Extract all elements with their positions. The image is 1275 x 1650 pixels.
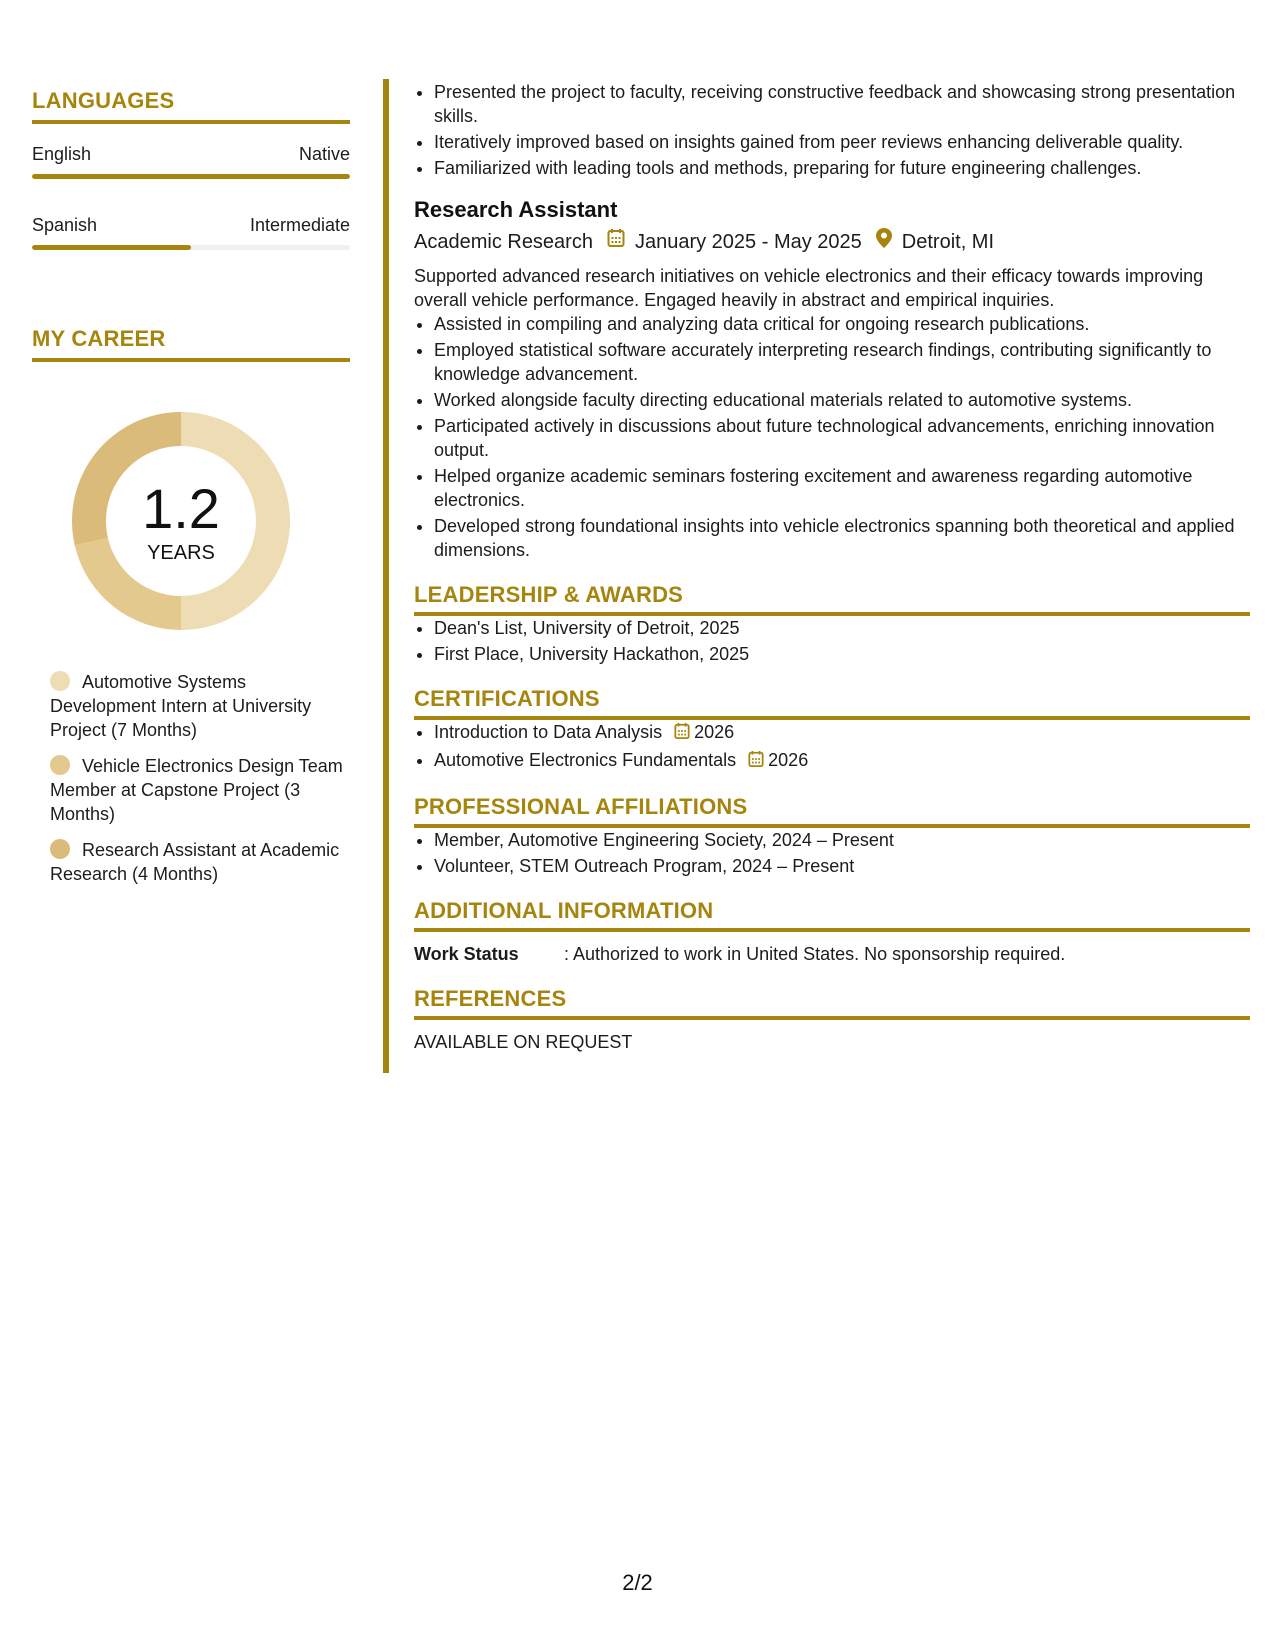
leadership-title: LEADERSHIP & AWARDS: [414, 582, 1250, 616]
career-legend-item: [50, 670, 350, 742]
job-bullets: [414, 312, 1250, 562]
legend-dot: [50, 671, 70, 691]
bullet-item: • First Place, University Hackathon, 2025: [434, 642, 1250, 666]
language-name: English: [32, 144, 92, 164]
bullet-item: • Dean's List, University of Detroit, 2025: [434, 616, 1250, 640]
calendar-icon: [674, 722, 690, 746]
language-level-fill: [32, 245, 191, 250]
legend-dot: [50, 839, 70, 859]
career-title: MY CAREER: [32, 326, 350, 362]
certifications-section: [414, 686, 1250, 774]
career-legend-label: Research Assistant at Academic Research (4 Months): [50, 840, 340, 884]
bullet-item: • Worked alongside faculty directing educational materials related to automotive systems.: [434, 388, 1250, 412]
certification-name: Automotive Electronics Fundamentals: [434, 750, 737, 770]
work-status-value: : Authorized to work in United States. No sponsorship required.: [564, 944, 1066, 964]
affiliations-title: PROFESSIONAL AFFILIATIONS: [414, 794, 1250, 828]
additional-info-section: [414, 898, 1250, 966]
calendar-icon: [748, 750, 764, 774]
career-donut-chart: [66, 406, 296, 636]
map-pin-icon: [876, 228, 892, 256]
certifications-title: CERTIFICATIONS: [414, 686, 1250, 720]
bullet-item: • Helped organize academic seminars fostering excitement and awareness regarding automotive electronics.: [434, 464, 1250, 512]
bullet-item: • Volunteer, STEM Outreach Program, 2024 – Present: [434, 854, 1250, 878]
language-name: Spanish: [32, 215, 98, 235]
career-legend: [32, 670, 350, 886]
certification-name: Introduction to Data Analysis: [434, 722, 663, 742]
work-status-row: [414, 942, 1250, 966]
bullet-item: • Member, Automotive Engineering Society, 2024 – Present: [434, 828, 1250, 852]
leadership-section: [414, 582, 1250, 666]
certification-item: [434, 720, 1250, 746]
bullet-item: • Familiarized with leading tools and methods, preparing for future engineering challenges.: [434, 156, 1250, 180]
legend-dot: [50, 755, 70, 775]
bullet-item: • Employed statistical software accurately interpreting research findings, contributing significantly to knowledge advancement.: [434, 338, 1250, 386]
work-status-label: Work Status: [414, 944, 519, 964]
languages-title: LANGUAGES: [32, 88, 350, 124]
affiliations-section: [414, 794, 1250, 878]
career-total: 1.2: [142, 477, 220, 540]
career-legend-label: Vehicle Electronics Design Team Member at Capstone Project (3 Months): [50, 756, 343, 824]
job-company: Academic Research: [414, 231, 593, 253]
bullet-item: • Participated actively in discussions about future technological advancements, enriching innovation output.: [434, 414, 1250, 462]
references-text: AVAILABLE ON REQUEST: [414, 1032, 633, 1052]
page-number: 2/2: [622, 1570, 653, 1595]
calendar-icon: [607, 228, 625, 256]
certification-item: [434, 748, 1250, 774]
career-legend-item: [50, 754, 350, 826]
career-legend-item: [50, 838, 350, 886]
job-dates: January 2025 - May 2025: [634, 231, 862, 253]
language-level: Intermediate: [249, 215, 350, 235]
language-level: Native: [298, 144, 350, 164]
column-divider: [383, 79, 389, 1073]
certification-year: 2026: [768, 750, 809, 770]
previous-job-bullets: [414, 80, 1250, 180]
bullet-item: • Presented the project to faculty, receiving constructive feedback and showcasing strong presentation skills.: [434, 80, 1250, 128]
left-column: [32, 88, 350, 898]
certification-year: 2026: [694, 722, 735, 742]
references-section: [414, 986, 1250, 1054]
right-column: [414, 80, 1250, 1054]
bullet-item: • Assisted in compiling and analyzing data critical for ongoing research publications.: [434, 312, 1250, 336]
job-title: Research Assistant: [414, 197, 618, 222]
references-title: REFERENCES: [414, 986, 1250, 1020]
job-meta: [414, 228, 1250, 256]
bullet-item: • Iteratively improved based on insights gained from peer reviews enhancing deliverable quality.: [434, 130, 1250, 154]
language-level-fill: [32, 174, 350, 179]
additional-info-title: ADDITIONAL INFORMATION: [414, 898, 1250, 932]
language-item: [32, 142, 350, 179]
language-item: [32, 213, 350, 250]
bullet-item: • Developed strong foundational insights into vehicle electronics spanning both theoretical and applied dimensions.: [434, 514, 1250, 562]
language-level-bar: [32, 245, 350, 250]
job-description: Supported advanced research initiatives on vehicle electronics and their efficacy towards improving overall vehicle performance. Engaged heavily in abstract and empirical inquiries.: [414, 266, 1204, 310]
job-location: Detroit, MI: [901, 231, 995, 253]
career-unit: YEARS: [147, 542, 215, 564]
language-level-bar: [32, 174, 350, 179]
career-legend-label: Automotive Systems Development Intern at University Project (7 Months): [50, 672, 312, 740]
